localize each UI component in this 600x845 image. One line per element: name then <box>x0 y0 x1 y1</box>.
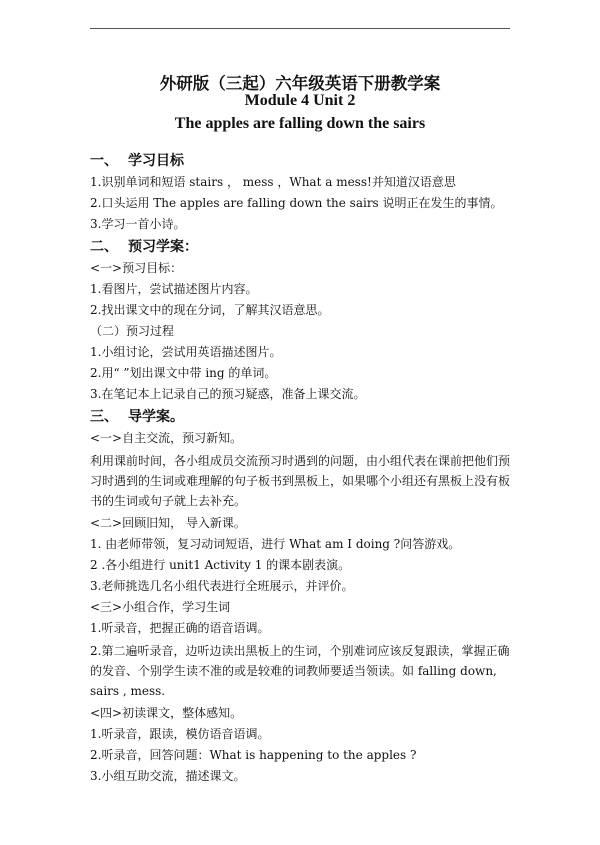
section-heading: 三、 导学案。 <box>90 409 184 425</box>
paragraph: 1.听录音，跟读，模仿语音语调。 <box>90 727 270 741</box>
paragraph: 3.老师挑选几名小组代表进行全班展示，并评价。 <box>90 579 354 593</box>
paragraph: 2.找出课文中的现在分词，了解其汉语意思。 <box>90 303 330 317</box>
paragraph: <二>回顾旧知， 导入新课。 <box>90 516 246 530</box>
module-title: Module 4 Unit 2 <box>244 92 356 109</box>
paragraph: <三>小组合作，学习生词 <box>90 600 231 614</box>
section-heading: 一、 学习目标 <box>90 153 184 169</box>
paragraph: 利用课前时间，各小组成员交流预习时遇到的问题，由小组代表在课前把他们预习时遇到的生词或难理解的句子板书到黑板上，如果哪个小组还有黑板上没有板书的生词或句子就上去补充。 <box>90 454 511 508</box>
paragraph: <一>自主交流，预习新知。 <box>90 431 243 445</box>
paragraph: 2.听录音，回答问题：What is happening to the apples ? <box>90 748 417 762</box>
paragraph: <一>预习目标： <box>90 261 183 275</box>
paragraph: 2.第二遍听录音，边听边读出黑板上的生词，个别难词应该反复跟读，掌握正确的发音、个别学生读不准的或是较难的词教师要适当领读。如 falling down, sairs , mess. <box>90 644 510 698</box>
paragraph: 1.小组讨论，尝试用英语描述图片。 <box>90 345 282 359</box>
paragraph: 2 .各小组进行 unit1 Activity 1 的课本剧表演。 <box>90 558 351 572</box>
paragraph: <四>初读课文，整体感知。 <box>90 706 243 720</box>
paragraph: 1.识别单词和短语 stairs ， mess ，What a mess!并知道汉语意思 <box>90 175 456 189</box>
paragraph: 3.小组互助交流，描述课文。 <box>90 769 246 783</box>
header-rule <box>90 28 510 29</box>
paragraph: 2.用“ ”划出课文中带 ing 的单词。 <box>90 366 277 380</box>
document-body <box>90 146 520 789</box>
document-title: 外研版（三起）六年级英语下册教学案 <box>159 74 441 93</box>
paragraph: 1. 由老师带领，复习动词短语，进行 What am I doing ?问答游戏。 <box>90 537 461 551</box>
lesson-title: The apples are falling down the sairs <box>174 115 426 132</box>
paragraph: （二）预习过程 <box>90 324 175 338</box>
section-heading: 二、 预习学案： <box>90 239 198 255</box>
paragraph: 1.听录音，把握正确的语音语调。 <box>90 621 270 635</box>
paragraph: 1.看图片，尝试描述图片内容。 <box>90 282 258 296</box>
paragraph: 3.在笔记本上记录自己的预习疑惑，准备上课交流。 <box>90 387 366 401</box>
paragraph: 3.学习一首小诗。 <box>90 217 186 231</box>
paragraph: 2.口头运用 The apples are falling down the sairs 说明正在发生的事情。 <box>90 196 503 210</box>
